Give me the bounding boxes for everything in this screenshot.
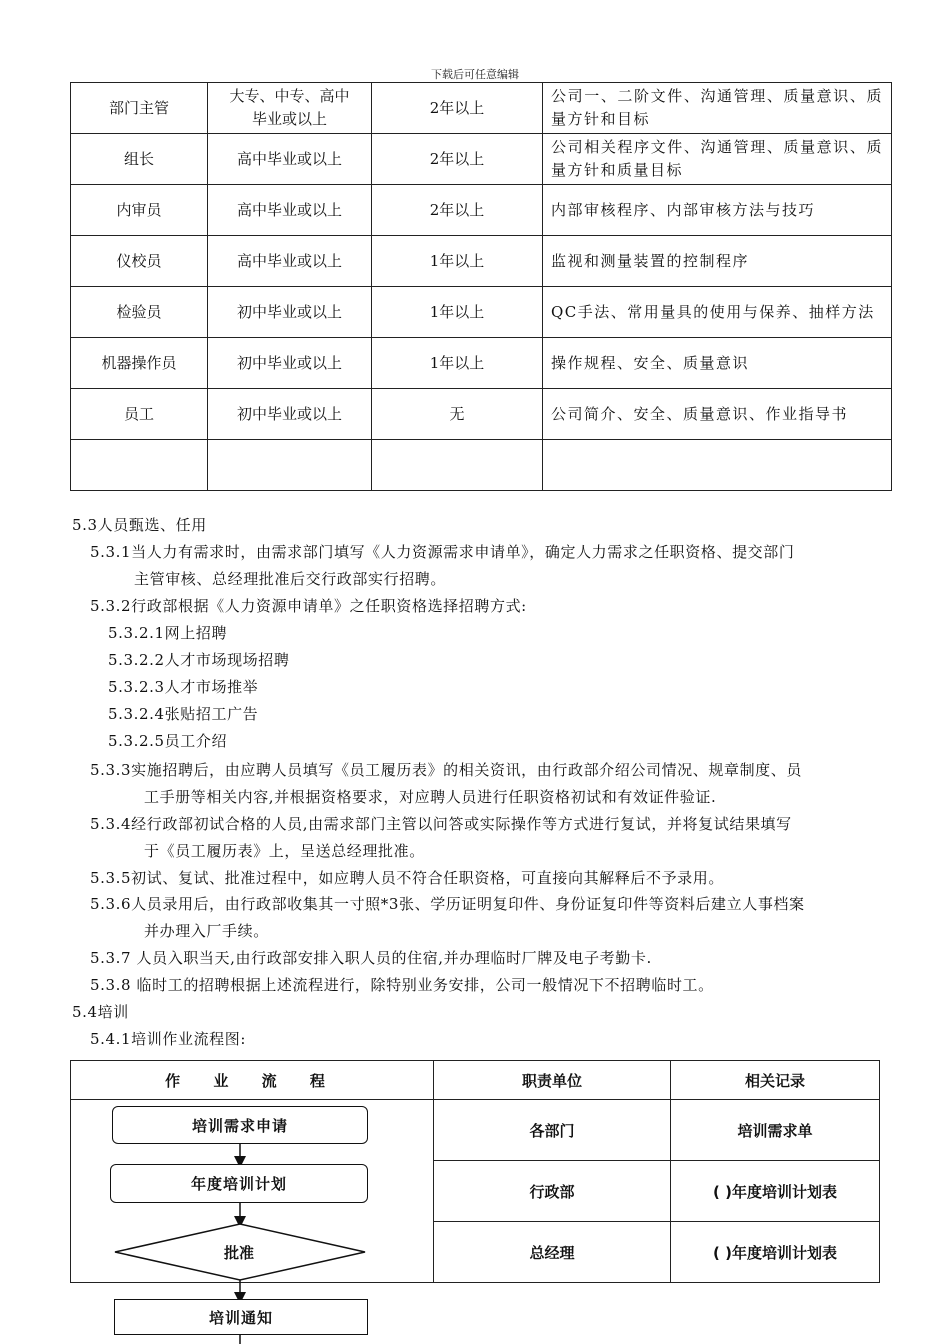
flow-record-cell: ( )年度培训计划表 [671,1222,880,1283]
flow-record-cell: 培训需求单 [671,1100,880,1161]
cell-position: 内审员 [71,185,208,236]
cell-position: 机器操作员 [71,338,208,389]
item-5-3-2-2: 5.3.2.2人才市场现场招聘 [108,651,290,669]
item-5-3-2-4: 5.3.2.4张贴招工广告 [108,705,259,723]
cell-training: 内部审核程序、内部审核方法与技巧 [543,185,892,236]
flow-step-request: 培训需求申请 [112,1106,368,1144]
para-5-3-1-cont: 主管审核、总经理批准后交行政部实行招聘。 [134,570,447,588]
flow-step-notice: 培训通知 [114,1299,368,1335]
cell-training: 监视和测量装置的控制程序 [543,236,892,287]
cell-experience: 1年以上 [372,287,543,338]
cell-training: QC手法、常用量具的使用与保养、抽样方法 [543,287,892,338]
cell-position: 部门主管 [71,83,208,134]
item-5-3-2-3: 5.3.2.3人才市场推举 [108,678,259,696]
item-5-3-2-5: 5.3.2.5员工介绍 [108,732,228,750]
flow-unit-cell: 行政部 [434,1161,671,1222]
para-5-3-4-cont: 于《员工履历表》上，呈送总经理批准。 [144,842,425,860]
cell-education: 初中毕业或以上 [208,287,372,338]
cell-education: 高中毕业或以上 [208,236,372,287]
section-5-3-heading: 5.3人员甄选、任用 [72,516,207,534]
cell-training: 公司一、二阶文件、沟通管理、质量意识、质量方针和目标 [543,83,892,134]
flow-unit-cell: 各部门 [434,1100,671,1161]
flow-header-process: 作 业 流 程 [71,1061,434,1100]
cell-position: 员工 [71,389,208,440]
item-5-3-2-1: 5.3.2.1网上招聘 [108,624,228,642]
para-5-3-2: 5.3.2行政部根据《人力资源申请单》之任职资格选择招聘方式: [90,597,527,615]
cell-experience: 1年以上 [372,338,543,389]
flow-unit-cell: 总经理 [434,1222,671,1283]
flow-header-record: 相关记录 [671,1061,880,1100]
cell-training: 公司简介、安全、质量意识、作业指导书 [543,389,892,440]
cell-education: 大专、中专、高中毕业或以上 [208,83,372,134]
para-5-3-1: 5.3.1当人力有需求时，由需求部门填写《人力资源需求申请单》，确定人力需求之任职资格、提交部门 [90,543,795,561]
cell-position: 检验员 [71,287,208,338]
para-5-3-5: 5.3.5初试、复试、批准过程中，如应聘人员不符合任职资格，可直接向其解释后不予录用。 [90,869,724,887]
flow-record-cell: ( )年度培训计划表 [671,1161,880,1222]
para-5-3-7: 5.3.7 人员入职当天,由行政部安排入职人员的住宿,并办理临时厂牌及电子考勤卡. [90,949,652,967]
flow-header-unit: 职责单位 [434,1061,671,1100]
cell-position: 组长 [71,134,208,185]
section-5-4-heading: 5.4培训 [72,1003,129,1021]
cell-education: 初中毕业或以上 [208,338,372,389]
para-5-3-3-cont: 工手册等相关内容,并根据资格要求，对应聘人员进行任职资格初试和有效证件验证. [144,788,717,806]
cell-training: 操作规程、安全、质量意识 [543,338,892,389]
cell-experience: 2年以上 [372,185,543,236]
para-5-4-1: 5.4.1培训作业流程图: [90,1030,247,1048]
cell-experience: 2年以上 [372,134,543,185]
cell-experience: 无 [372,389,543,440]
cell-experience: 1年以上 [372,236,543,287]
flow-step-plan: 年度培训计划 [110,1164,368,1203]
cell-experience: 2年以上 [372,83,543,134]
cell-education: 高中毕业或以上 [208,134,372,185]
para-5-3-3: 5.3.3实施招聘后，由应聘人员填写《员工履历表》的相关资讯，由行政部介绍公司情况、规章制度、员 [90,761,802,779]
para-5-3-8: 5.3.8 临时工的招聘根据上述流程进行，除特别业务安排，公司一般情况下不招聘临时工。 [90,976,714,994]
cell-education: 高中毕业或以上 [208,185,372,236]
cell-position: 仪校员 [71,236,208,287]
cell-training: 公司相关程序文件、沟通管理、质量意识、质量方针和质量目标 [543,134,892,185]
para-5-3-6: 5.3.6人员录用后，由行政部收集其一寸照*3张、学历证明复印件、身份证复印件等资料后建立人事档案 [90,895,805,913]
header-note: 下载后可任意编辑 [431,68,519,81]
para-5-3-4: 5.3.4经行政部初试合格的人员,由需求部门主管以问答或实际操作等方式进行复试，并将复试结果填写 [90,815,792,833]
flow-step-approve: 批准 [224,1244,255,1262]
para-5-3-6-cont: 并办理入厂手续。 [144,922,269,940]
cell-education: 初中毕业或以上 [208,389,372,440]
